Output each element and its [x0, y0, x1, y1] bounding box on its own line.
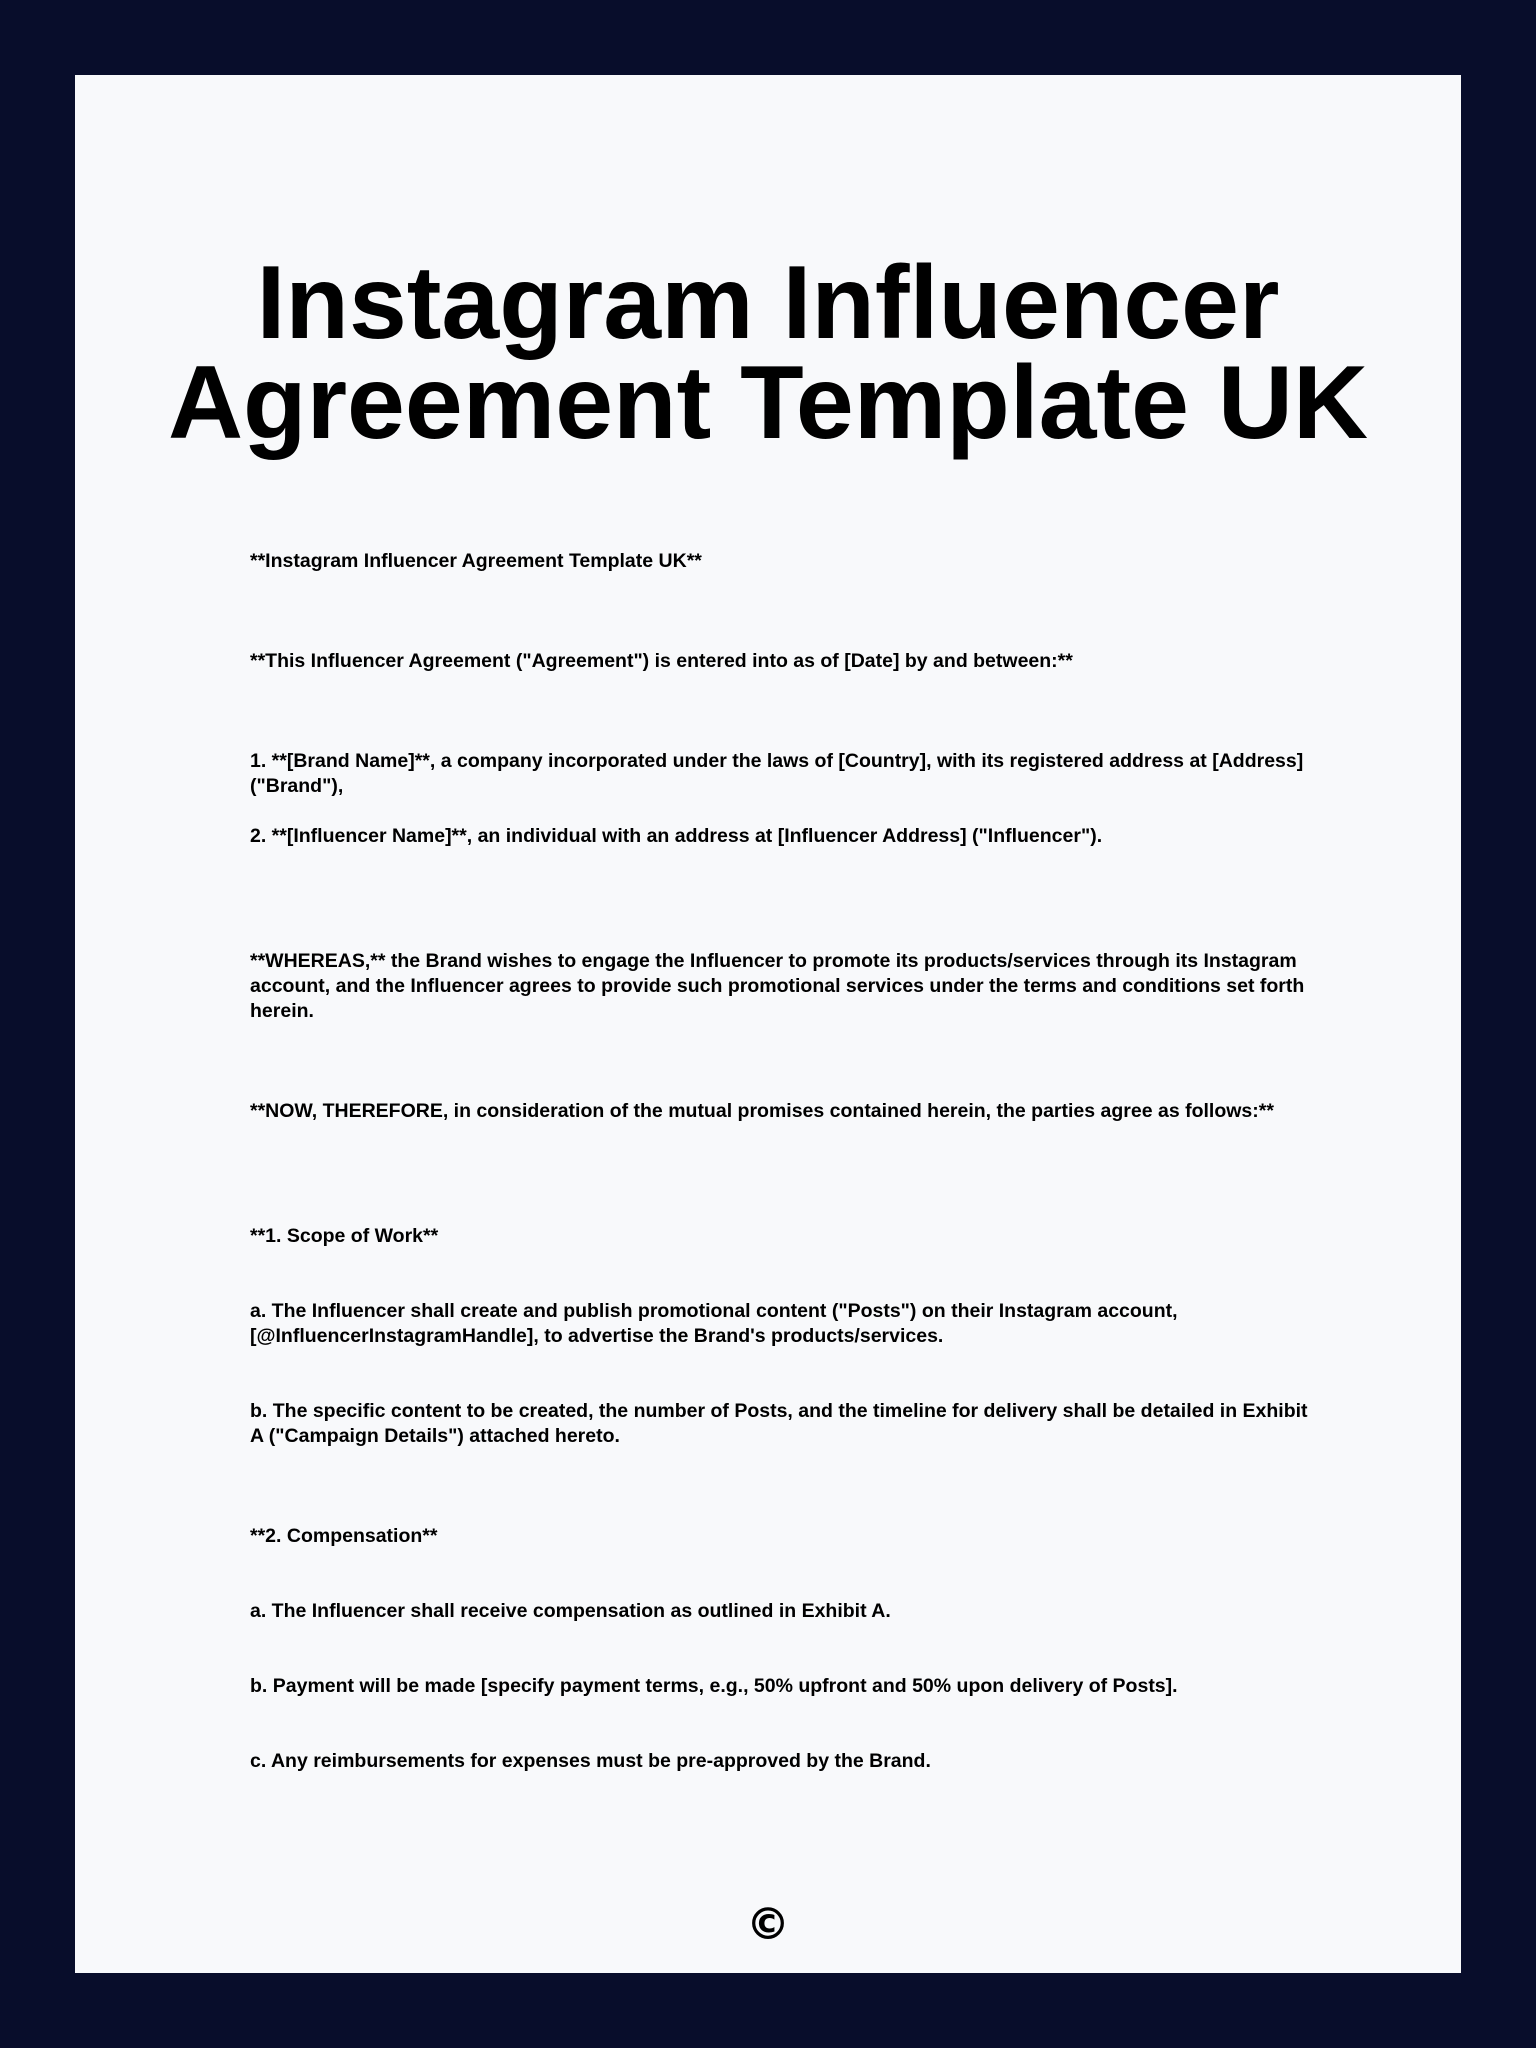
party-influencer-clause: 2. **[Influencer Name]**, an individual with an address at [Influencer Address] ("Influencer"). [250, 825, 1103, 847]
section-1-item-b: b. The specific content to be created, the number of Posts, and the timeline for delivery shall be detailed in Exhibit A ("Campaign Details") attached hereto. [250, 1400, 1308, 1447]
whereas-clause: **WHEREAS,** the Brand wishes to engage the Influencer to promote its products/services through its Instagram account, and the Influencer agrees to provide such promotional services under the terms and conditions set forth herein. [250, 950, 1305, 1022]
now-therefore-clause: **NOW, THEREFORE, in consideration of the mutual promises contained herein, the parties agree as follows:** [250, 1100, 1274, 1122]
section-2-item-c: c. Any reimbursements for expenses must be pre-approved by the Brand. [250, 1750, 931, 1772]
intro-paragraph: **This Influencer Agreement ("Agreement") is entered into as of [Date] by and between:** [250, 650, 1073, 672]
title-line-1: Instagram Influencer [256, 245, 1280, 361]
section-1-item-a: a. The Influencer shall create and publish promotional content ("Posts") on their Instagram account, [@InfluencerInstagramHandle], to advertise the Brand's products/services. [250, 1300, 1178, 1347]
section-2-heading: **2. Compensation** [250, 1525, 438, 1547]
section-1-heading: **1. Scope of Work** [250, 1225, 439, 1247]
section-2-item-b: b. Payment will be made [specify payment terms, e.g., 50% upfront and 50% upon delivery of Posts]. [250, 1675, 1178, 1697]
title-line-2: Agreement Template UK [167, 345, 1369, 461]
section-2-item-a: a. The Influencer shall receive compensation as outlined in Exhibit A. [250, 1600, 891, 1622]
document-title [75, 245, 1461, 461]
copyright-icon: © [746, 1899, 790, 1950]
heading-document-name: **Instagram Influencer Agreement Template UK** [250, 550, 702, 572]
party-brand-clause: 1. **[Brand Name]**, a company incorporated under the laws of [Country], with its registered address at [Address] ("Brand"), [250, 750, 1304, 797]
document-page [75, 75, 1461, 1973]
